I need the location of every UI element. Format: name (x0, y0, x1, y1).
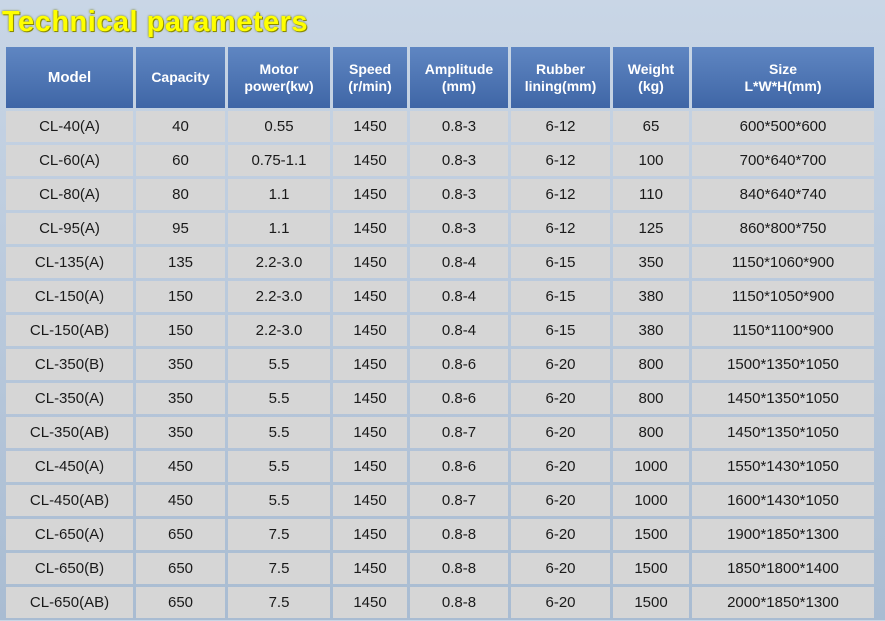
column-header-weight (613, 47, 689, 108)
cell-amplitude: 0.8-7 (410, 485, 508, 516)
column-header-line: Motor (259, 60, 299, 77)
cell-rubber-lining: 6-20 (511, 485, 610, 516)
cell-rubber-lining: 6-20 (511, 451, 610, 482)
cell-speed: 1450 (333, 485, 407, 516)
cell-speed: 1450 (333, 213, 407, 244)
column-header-speed (333, 47, 407, 108)
cell-speed: 1450 (333, 417, 407, 448)
cell-motor-power: 7.5 (228, 553, 330, 584)
cell-motor-power: 2.2-3.0 (228, 247, 330, 278)
cell-amplitude: 0.8-4 (410, 315, 508, 346)
column-header-size (692, 47, 874, 108)
cell-model: CL-350(A) (6, 383, 133, 414)
cell-motor-power: 2.2-3.0 (228, 315, 330, 346)
column-header-model (6, 47, 133, 108)
table-row (6, 451, 874, 482)
cell-amplitude: 0.8-6 (410, 451, 508, 482)
table-row (6, 213, 874, 244)
cell-rubber-lining: 6-20 (511, 417, 610, 448)
cell-speed: 1450 (333, 111, 407, 142)
cell-size: 1150*1050*900 (692, 281, 874, 312)
cell-speed: 1450 (333, 145, 407, 176)
cell-size: 1450*1350*1050 (692, 383, 874, 414)
cell-model: CL-650(A) (6, 519, 133, 550)
cell-rubber-lining: 6-15 (511, 247, 610, 278)
column-header-capacity (136, 47, 225, 108)
cell-capacity: 40 (136, 111, 225, 142)
table-row (6, 485, 874, 516)
cell-model: CL-150(A) (6, 281, 133, 312)
table-row (6, 519, 874, 550)
parameters-table (3, 44, 877, 621)
cell-model: CL-350(AB) (6, 417, 133, 448)
cell-speed: 1450 (333, 349, 407, 380)
cell-speed: 1450 (333, 553, 407, 584)
cell-model: CL-40(A) (6, 111, 133, 142)
cell-amplitude: 0.8-7 (410, 417, 508, 448)
table-row (6, 111, 874, 142)
cell-rubber-lining: 6-20 (511, 553, 610, 584)
cell-motor-power: 1.1 (228, 213, 330, 244)
cell-motor-power: 7.5 (228, 519, 330, 550)
cell-capacity: 80 (136, 179, 225, 210)
cell-rubber-lining: 6-20 (511, 519, 610, 550)
cell-model: CL-80(A) (6, 179, 133, 210)
cell-weight: 110 (613, 179, 689, 210)
cell-speed: 1450 (333, 179, 407, 210)
cell-weight: 350 (613, 247, 689, 278)
cell-speed: 1450 (333, 247, 407, 278)
cell-model: CL-60(A) (6, 145, 133, 176)
cell-size: 1450*1350*1050 (692, 417, 874, 448)
cell-model: CL-450(A) (6, 451, 133, 482)
cell-speed: 1450 (333, 383, 407, 414)
cell-model: CL-650(AB) (6, 587, 133, 618)
column-header-line: (mm) (441, 77, 477, 94)
cell-rubber-lining: 6-20 (511, 383, 610, 414)
cell-amplitude: 0.8-8 (410, 519, 508, 550)
column-header-line: Capacity (151, 69, 210, 85)
cell-amplitude: 0.8-3 (410, 179, 508, 210)
table-row (6, 587, 874, 618)
column-header-line: Size (768, 60, 797, 77)
column-header-line: Rubber (536, 60, 585, 77)
cell-speed: 1450 (333, 587, 407, 618)
cell-weight: 800 (613, 383, 689, 414)
cell-capacity: 135 (136, 247, 225, 278)
column-header-motor-power (228, 47, 330, 108)
cell-amplitude: 0.8-3 (410, 213, 508, 244)
cell-capacity: 350 (136, 349, 225, 380)
cell-speed: 1450 (333, 315, 407, 346)
cell-speed: 1450 (333, 281, 407, 312)
cell-amplitude: 0.8-6 (410, 383, 508, 414)
cell-size: 700*640*700 (692, 145, 874, 176)
cell-motor-power: 0.75-1.1 (228, 145, 330, 176)
cell-motor-power: 7.5 (228, 587, 330, 618)
cell-weight: 380 (613, 281, 689, 312)
cell-weight: 65 (613, 111, 689, 142)
cell-weight: 125 (613, 213, 689, 244)
cell-size: 1150*1060*900 (692, 247, 874, 278)
cell-size: 1900*1850*1300 (692, 519, 874, 550)
column-header-line: Speed (348, 60, 391, 77)
cell-model: CL-95(A) (6, 213, 133, 244)
table-body (6, 111, 874, 618)
cell-size: 1550*1430*1050 (692, 451, 874, 482)
column-header-line: (kg) (638, 77, 664, 94)
table-row (6, 383, 874, 414)
cell-weight: 800 (613, 417, 689, 448)
cell-capacity: 150 (136, 315, 225, 346)
cell-size: 1600*1430*1050 (692, 485, 874, 516)
cell-capacity: 650 (136, 587, 225, 618)
page-title: Technical parameters (2, 6, 309, 38)
table-row (6, 417, 874, 448)
cell-amplitude: 0.8-6 (410, 349, 508, 380)
cell-rubber-lining: 6-12 (511, 213, 610, 244)
cell-model: CL-450(AB) (6, 485, 133, 516)
column-header-line: Weight (627, 60, 675, 77)
cell-amplitude: 0.8-4 (410, 247, 508, 278)
cell-capacity: 95 (136, 213, 225, 244)
cell-model: CL-350(B) (6, 349, 133, 380)
cell-weight: 1500 (613, 587, 689, 618)
cell-model: CL-650(B) (6, 553, 133, 584)
header-row (6, 47, 874, 108)
cell-rubber-lining: 6-20 (511, 349, 610, 380)
table-row (6, 553, 874, 584)
cell-capacity: 60 (136, 145, 225, 176)
cell-capacity: 350 (136, 383, 225, 414)
cell-model: CL-150(AB) (6, 315, 133, 346)
cell-motor-power: 0.55 (228, 111, 330, 142)
cell-size: 1850*1800*1400 (692, 553, 874, 584)
table-row (6, 281, 874, 312)
cell-weight: 800 (613, 349, 689, 380)
cell-capacity: 650 (136, 519, 225, 550)
column-header-line: L*W*H(mm) (744, 77, 822, 94)
cell-capacity: 450 (136, 485, 225, 516)
cell-amplitude: 0.8-8 (410, 587, 508, 618)
table-row (6, 315, 874, 346)
cell-weight: 1500 (613, 519, 689, 550)
cell-motor-power: 5.5 (228, 383, 330, 414)
column-header-line: (r/min) (348, 77, 392, 94)
cell-motor-power: 1.1 (228, 179, 330, 210)
cell-motor-power: 2.2-3.0 (228, 281, 330, 312)
column-header-line: power(kw) (244, 77, 314, 94)
cell-motor-power: 5.5 (228, 417, 330, 448)
table-row (6, 145, 874, 176)
cell-size: 1150*1100*900 (692, 315, 874, 346)
cell-capacity: 350 (136, 417, 225, 448)
cell-size: 600*500*600 (692, 111, 874, 142)
cell-motor-power: 5.5 (228, 451, 330, 482)
cell-weight: 1000 (613, 451, 689, 482)
cell-rubber-lining: 6-12 (511, 145, 610, 176)
cell-amplitude: 0.8-3 (410, 111, 508, 142)
cell-rubber-lining: 6-12 (511, 179, 610, 210)
cell-rubber-lining: 6-15 (511, 281, 610, 312)
column-header-amplitude (410, 47, 508, 108)
cell-size: 2000*1850*1300 (692, 587, 874, 618)
cell-rubber-lining: 6-20 (511, 587, 610, 618)
cell-rubber-lining: 6-12 (511, 111, 610, 142)
cell-weight: 100 (613, 145, 689, 176)
cell-size: 860*800*750 (692, 213, 874, 244)
cell-model: CL-135(A) (6, 247, 133, 278)
cell-amplitude: 0.8-4 (410, 281, 508, 312)
column-header-line: Amplitude (424, 60, 494, 77)
cell-capacity: 650 (136, 553, 225, 584)
cell-speed: 1450 (333, 519, 407, 550)
cell-capacity: 150 (136, 281, 225, 312)
column-header-line: lining(mm) (524, 77, 597, 94)
table-row (6, 179, 874, 210)
table-row (6, 349, 874, 380)
cell-size: 840*640*740 (692, 179, 874, 210)
column-header-rubber-lining (511, 47, 610, 108)
column-header-line: Model (47, 69, 92, 86)
cell-capacity: 450 (136, 451, 225, 482)
cell-motor-power: 5.5 (228, 349, 330, 380)
cell-weight: 1000 (613, 485, 689, 516)
table-row (6, 247, 874, 278)
cell-size: 1500*1350*1050 (692, 349, 874, 380)
cell-motor-power: 5.5 (228, 485, 330, 516)
cell-rubber-lining: 6-15 (511, 315, 610, 346)
table-header (6, 47, 874, 108)
cell-amplitude: 0.8-3 (410, 145, 508, 176)
cell-speed: 1450 (333, 451, 407, 482)
cell-amplitude: 0.8-8 (410, 553, 508, 584)
cell-weight: 1500 (613, 553, 689, 584)
cell-weight: 380 (613, 315, 689, 346)
